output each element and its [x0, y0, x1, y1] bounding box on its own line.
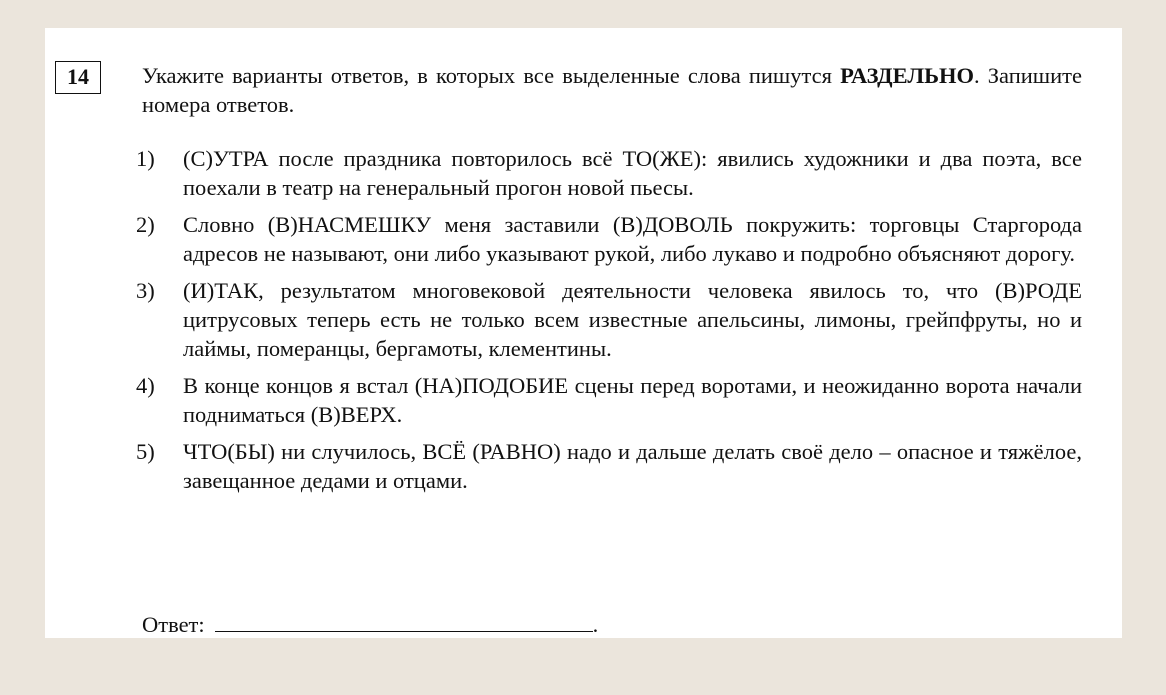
option-number: 3): [136, 278, 155, 303]
option-text: (И)ТАК, результатом многовековой деятельности человека явилось то, что (В)РОДЕ цитрусовых теперь есть не только всем известные апельсины, лимоны, грейпфруты, но и лаймы, померанцы, бергамоты, клементины.: [183, 278, 1082, 361]
option-text: ЧТО(БЫ) ни случилось, ВСЁ (РАВНО) надо и дальше делать своё дело – опасное и тяжёлое, завещанное дедами и отцами.: [183, 439, 1082, 493]
answer-options-list: [136, 144, 1082, 503]
option-text: Словно (В)НАСМЕШКУ меня заставили (В)ДОВОЛЬ покружить: торговцы Старгорода адресов не называют, они либо указывают рукой, либо лукаво и подробно объясняют дорогу.: [183, 212, 1082, 266]
option-1: [136, 144, 1082, 202]
option-text: (С)УТРА после праздника повторилось всё ТО(ЖЕ): явились художники и два поэта, все поехали в театр на генеральный прогон новой пьесы.: [183, 146, 1082, 200]
task-sheet: [45, 28, 1122, 638]
prompt-emphasis: РАЗДЕЛЬНО: [840, 63, 974, 88]
option-text: В конце концов я встал (НА)ПОДОБИЕ сцены перед воротами, и неожиданно ворота начали подниматься (В)ВЕРХ.: [183, 373, 1082, 427]
task-prompt: [142, 61, 1082, 119]
answer-blank[interactable]: [215, 611, 593, 632]
option-2: [136, 210, 1082, 268]
option-number: 2): [136, 212, 155, 237]
answer-line: [142, 610, 598, 639]
option-4: [136, 371, 1082, 429]
option-number: 1): [136, 146, 155, 171]
option-number: 5): [136, 439, 155, 464]
option-3: [136, 276, 1082, 363]
answer-end: .: [592, 612, 599, 637]
answer-label: Ответ:: [142, 612, 205, 637]
task-number-box: 14: [55, 61, 101, 94]
prompt-text: Укажите варианты ответов, в которых все выделенные слова пишутся: [142, 63, 841, 88]
option-5: [136, 437, 1082, 495]
option-number: 4): [136, 373, 155, 398]
prompt-text-end: . Запишите номера ответов.: [142, 63, 1082, 117]
